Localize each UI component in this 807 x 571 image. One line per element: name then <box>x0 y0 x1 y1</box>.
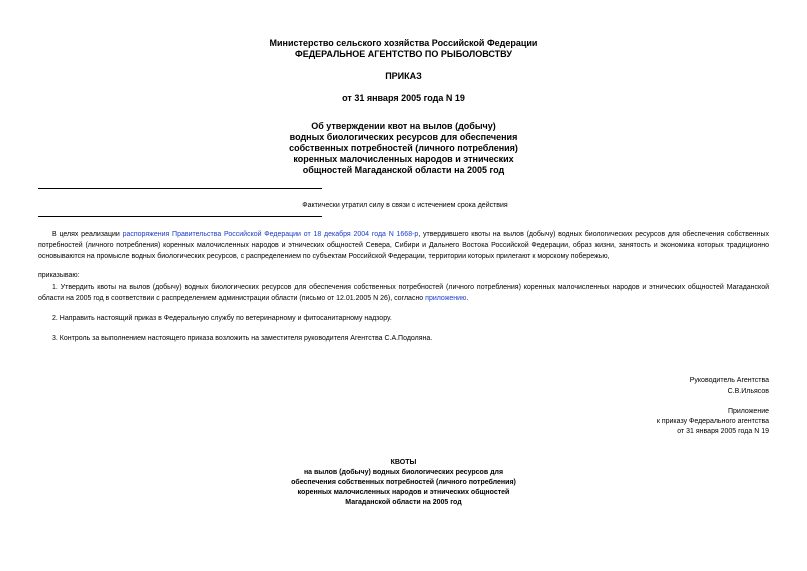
appendix-title-line: обеспечения собственных потребностей (личного потребления) <box>291 479 516 486</box>
status-note: Фактически утратил силу в связи с истечением срока действия <box>302 202 508 209</box>
divider-top <box>38 188 322 189</box>
order-word: приказываю: <box>38 272 80 279</box>
order-item-2: 2. Направить настоящий приказ в Федеральную службу по ветеринарному и фитосанитарному надзору. <box>52 315 392 322</box>
appendix-title-line: на вылов (добычу) водных биологических ресурсов для <box>303 469 504 476</box>
item1-text: 1. Утвердить квоты на вылов (добычу) водных биологических ресурсов для обеспечения собственных потребностей (личного потребления) коренных малочисленных народов и этнических общностей Магаданской области на 2005 год в соответствии с распределением администрации области (письмо от 12.01.2005 N 26), согласно <box>38 284 769 302</box>
appendix-title <box>0 468 807 508</box>
ministry-name: Министерство сельского хозяйства Российской Федерации <box>269 38 538 48</box>
document-date-number: от 31 января 2005 года N 19 <box>342 93 465 103</box>
preamble-rest: , утвердившего квоты на вылов (добычу) водных биологических ресурсов для обеспечения собственных потребностей (личного потребления) коренных малочисленных народов и этнических общностей Севера, Сибири и Дальнего Востока Российской Федерации, образ жизни, занятость и экономика которых традиционно основываются на промысле водных биологических ресурсов, с распределением по субъектам Российской Федерации, территории которых прилегают к морскому побережью, <box>38 231 769 260</box>
appendix-order-date: от 31 января 2005 года N 19 <box>677 428 769 435</box>
title-line: Об утверждении квот на вылов (добычу) <box>311 121 496 131</box>
agency-name: ФЕДЕРАЛЬНОЕ АГЕНТСТВО ПО РЫБОЛОВСТВУ <box>295 49 512 59</box>
appendix-heading: КВОТЫ <box>390 459 417 466</box>
title-line: водных биологических ресурсов для обеспечения <box>289 132 518 142</box>
document-type: ПРИКАЗ <box>385 71 422 81</box>
appendix-label: Приложение <box>727 408 769 415</box>
appendix-link[interactable]: приложению <box>425 295 467 302</box>
item1-end: . <box>466 295 469 302</box>
signature-position: Руководитель Агентства <box>689 377 769 384</box>
preamble-paragraph <box>38 229 769 262</box>
government-order-link[interactable]: распоряжения Правительства Российской Федерации от 18 декабря 2004 года N 1668-р <box>122 231 419 238</box>
document-title <box>0 121 807 176</box>
appendix-order-ref: к приказу Федерального агентства <box>656 418 769 425</box>
preamble-lead: В целях реализации <box>52 231 123 238</box>
signature-name: С.В.Ильясов <box>727 388 769 395</box>
order-item-3: 3. Контроль за выполнением настоящего приказа возложить на заместителя руководителя Агентства С.А.Подоляна. <box>52 335 433 342</box>
title-line: общностей Магаданской области на 2005 год <box>302 165 505 175</box>
appendix-title-line: Магаданской области на 2005 год <box>345 499 462 506</box>
title-line: коренных малочисленных народов и этнических <box>293 154 514 164</box>
appendix-title-line: коренных малочисленных народов и этнических общностей <box>297 489 510 496</box>
divider-bottom <box>38 216 322 217</box>
order-item-1 <box>38 282 769 304</box>
title-line: собственных потребностей (личного потребления) <box>289 143 518 153</box>
